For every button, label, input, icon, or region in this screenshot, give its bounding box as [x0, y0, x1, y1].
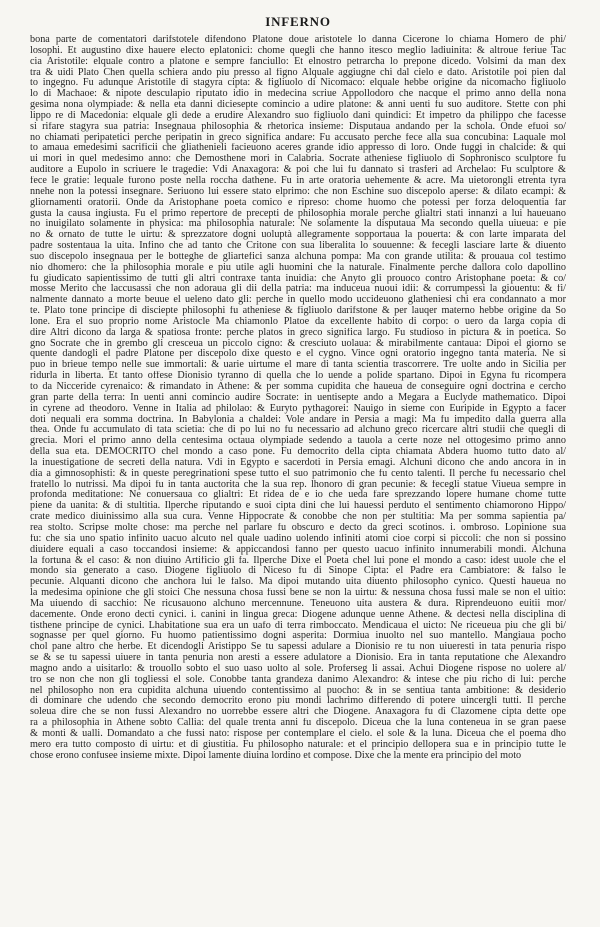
commentary-line: gno Socrate che in grembo gli cresceua un piccolo cigno: & cresciuto uolaua: & mirabilmente cantaua: Dipoi el giorno se	[30, 338, 566, 349]
commentary-line: no & ornato de tutte le uirtu: & sprezzatore dogni uoluptà allegramente sopportaua la pouerta: & con larte imparata del	[30, 230, 566, 241]
commentary-line: bona parte de comentatori darifstotele difendono Platone doue aristotele lo danna Cicerone lo chiama Homero de phi/	[30, 35, 566, 45]
commentary-line: tisthene principe de cynici. Lhabitatione sua era un uafo di terra rimboccato. Mendicaua el uicto: Ne riceueua piu che gli bi/	[30, 620, 566, 631]
commentary-line: thea. Onde fu accumulato di tata scietia: che di po lui no fu necessario ad alchuno greco ricercare altri studii che quegli di	[30, 425, 566, 436]
commentary-line: gran parte della terra: In uenti anni comincio audire Socrate: in uentisepte ando a Megara a Euclyde mathematico. Dipoi	[30, 392, 566, 403]
commentary-line: mero era tutto composto di uirtu: et di giustitia. Fu philosopho naturale: et el principio dellopera sua e in principio tutte le	[30, 739, 566, 750]
commentary-line: rea stolto. Scripse molte chose: ma perche nel parlare fu obscuro e decto da greci scotinos. i. ombroso. Lopinione sua	[30, 522, 566, 533]
commentary-line: lo di Machaoe: & nipote desculapio riputato idio in medecina scriue Appollodoro che nacque el primo anno della nona	[30, 89, 566, 100]
commentary-line: lippo re di Macedonia: elquale gli dede a erudire Alexandro suo figliuolo dani quindici: Et impetro da philippo che facesse	[30, 110, 566, 121]
commentary-line: crate medico diuinissimo alla sua cura. Venne Hippocrate & conobbe che non per stultitia: Ma per somma sapientia pa/	[30, 512, 566, 523]
commentary-line: la inuestigatione de secreti della natura. Vdi in Egypto e sacerdoti in Persia emagi. Alchuni dicono che ando ancora in in	[30, 457, 566, 468]
commentary-line: fu giudicato sapientissimo de tutti gli altri contraxe tanta inuidia: che Anyto gli prouoco contro Aristophane poeta: & co/	[30, 273, 566, 284]
commentary-line: fratello lo nutrissi. Ma dipoi fu in tanta auctorita che la sua rep. lhonoro di gran pecunie: & fecegli statue Viueua sempre in	[30, 479, 566, 490]
commentary-line: dia a gimnosophisti: & in queste peregrinationi spese tutto el suo patrimonio che fu cento talenti. Il perche fu necessario chel	[30, 468, 566, 479]
commentary-line: Ma uiuendo di sacchio: Ne ricusauono alchuno mercennune. Teneuono uita austera & dura. Riprendeuono euitii mor/	[30, 598, 566, 609]
commentary-line: se & se tu sapessi uiuere in tanta penuria non aresti a essere adulatore a Dionisio. Era in tanta reputatione che Alexandro	[30, 653, 566, 664]
commentary-line: doti nequali era somma doctrina. In Babylonia a chaldei: Vole andare in Persia a magi: Ma fu impedito dalla guerra alla	[30, 414, 566, 425]
commentary-line: sognasse per quel giorno. Fu huomo patientissimo dogni asperita: Dormiua inuolto nel suo mantello. Mangiaua pocho	[30, 631, 566, 642]
commentary-text-block	[30, 35, 566, 762]
commentary-line: to amaua emedesimi sacrificii che gliathenieli facieuono aceres grande idio appresso di loro. Onde fuggi in chalcide: & qui	[30, 143, 566, 154]
commentary-line: profonda meditatione: Ne conuersaua co glialtri: Et ridea de e io che ueda fare sprezzando lopere humane chome tutte	[30, 490, 566, 501]
commentary-line: to ingegno. Fu adunque Aristotile di stagyra cipta: & figliuolo di Nicomaco: elquale hebbe origine da nicomacho figliuolo	[30, 78, 566, 89]
commentary-line: gesima nona olympiade: & nella eta danni diciesepte comincio a udire platone: & anni uenti fu suo auditore. Stette con phi	[30, 100, 566, 111]
commentary-line: la medesima opinione che gli stoici Che nessuna chosa fussi bene se non la uirtu: & nessuna chosa fussi male se non el uitio:	[30, 588, 566, 599]
commentary-line: soleua dire che se non fussi Alexandro no uorrebbe essere altri che Diogene. Anaxagora fu di Clazomene cipta dette ope	[30, 707, 566, 718]
commentary-line: mondo sia generato a caso. Diogene figliuolo di Niceso fu di Sinope Cipta: el Padre era Cambiatore: & falso le	[30, 566, 566, 577]
commentary-line: dacemente. Onde erono decti cynici. i. canini in lingua greca: Diogene adunque uenne Athene. & dectesi nella disciplina di	[30, 609, 566, 620]
commentary-line: ui mori in quel medesimo anno: che Demosthene mori in Calabria. Socrate atheniese figliuolo di Sophronisco sculptore fu	[30, 154, 566, 165]
commentary-line: di dominare che udendo che secondo democrito erono piu mondi lachrimo differendo di potere uincergli tutti. Il perche	[30, 696, 566, 707]
commentary-line: la fortuna & el caso: & non diuino Artificio gli fa. Ilperche Dixe el Poeta chel lui pone el mondo a caso: idest uuole che el	[30, 555, 566, 566]
commentary-line: nnehe non la potessi insegnare. Seriuono lui essere stato elprimo: che non Eschine suo discepolo aperse: & dilato ecampi: &	[30, 186, 566, 197]
commentary-line: auditore a Eupolo in scriuere le tragedie: Vdi Anaxagora: & poi che lui fu dannato si trasferi ad Archelao: Fu sculptore &	[30, 165, 566, 176]
commentary-line: nio dhomero: che la philosophia morale e piu utile agli huomini che la naturale. Finalmente perche dallora colo dapollino	[30, 262, 566, 273]
commentary-line: padre sostentaua la uita. Infino che ad tanto che Critone con sua liberalita lo souuenne: & fecegli lasciare larte & diuento	[30, 241, 566, 252]
commentary-line: pecunie. Alquanti dicono che anchora lui le falso. Ma dipoi mutando uita diuento philosopho cynico. Questi haueua no	[30, 577, 566, 588]
commentary-line: no inuigilato solamente in physica: ma philosophia naturale: Ne solamente la disputaua Ma secondo quella uiueua: e pie	[30, 219, 566, 230]
commentary-line: ra a philosophia in Athene sobto Callia: del quale trenta anni fu discepolo. Diceua che la luna conteneua in se gran paese	[30, 718, 566, 729]
commentary-line: tro se non che non gli togliessi el sole. Conobbe tanta grandeza danimo Alexandro: & intese che piu richo di lui: perche	[30, 674, 566, 685]
commentary-line: cia Aristotile: elquale contro a platone e sempre fanciullo: Et elnostro petrarcha lo prepone dicedo. Volsimi da man dex	[30, 56, 566, 67]
commentary-line: chol pane altro che herbe. Et dicendogli Aristippo Se tu sapessi adulare a Dionisio re tu non uiueresti in tata penuria rispo	[30, 642, 566, 653]
commentary-line: ridurla in liberta. Et tanto offese Dionisio tyranno di quella che lo uende a polide spartano. Dipoi in Egyna fu ricompera	[30, 371, 566, 382]
commentary-line: fu: che sia uno spatio infinito uacuo alcuto nel quale uadino uolendo infiniti atomi cioe corpi si piccoli: che non si possino	[30, 533, 566, 544]
commentary-line: suo discepolo insegnaua per le botteghe de gliartefici sanza alchuna pompa: Ma con grande utilita: & prouaua col testimo	[30, 251, 566, 262]
commentary-line: & monti & ualli. Domandato a che fussi nato: rispose per contemplare el cielo. el sole & la luna. Diceua che el poema dho	[30, 729, 566, 739]
commentary-line: dire Altri dicono da larga & spatiosa fronte: perche platos in greco significa largo. Fu studioso in pictura & in poetica. So	[30, 327, 566, 338]
commentary-line: mosse Merito che laccusassi che non adoraua gli dii della patria: ma induceua nuoui idii: & corrumpessi la giouentu: & fi/	[30, 284, 566, 295]
commentary-line: tra & uidi Plato Chen quella schiera ando piu presso al figno Alquale aggiugne chi dal cielo e dato. Aristotile poi pien dal	[30, 67, 566, 78]
commentary-line: si rifare stagyra sua patria: Insegnaua philosophia & rhetorica insieme: Disputaua andando per la schola. Onde efuoi so/	[30, 121, 566, 132]
commentary-line: te. Plato tone principe di disciepte philosophi fu atheniese & figliuolo darifstone & per lauqer materno hebbe origine da So	[30, 306, 566, 317]
commentary-line: gliornamenti oratorii. Onde da Aristophane poeta comico e ripreso: chome huomo che potessi per forza deloquentia far	[30, 197, 566, 208]
commentary-line: quente dandogli el padre Platone per discepolo dixe questo e el cygno. Vince ogni oratorio ingegno tanta materia. Ne si	[30, 349, 566, 360]
commentary-line: lone. Era el suo proprio nome Aristocle Ma chiamonlo Platoe da excellente habito di corpo: o uero da larga copia di	[30, 316, 566, 327]
running-title: INFERNO	[265, 14, 331, 29]
commentary-line: della sua eta. DEMOCRITO chel mondo a caso pone. Fu democrito della cipta chiamata Abdera huomo tutto dato al/	[30, 447, 566, 458]
commentary-line: nel philosopho non era cupidita alchuna uiuendo contentissimo al puocho: & in se sentiua tanta ambitione: & desiderio	[30, 685, 566, 696]
commentary-line: no chiamati peripatetici perche peripatin in greco significa andare: Fu accusato perche fece alla sua concubina: Laquale mol	[30, 132, 566, 143]
commentary-line: gusta la causa ingiusta. Fu el primo repertore de precepti de philosophia morale perche glialtri stati innanzi a lui haueuano	[30, 208, 566, 219]
commentary-line: chose erono confusee insieme mixte. Dipoi lamente diuina lordino et compose. Dixe che la mente era principio del moto	[30, 750, 522, 761]
commentary-line: magno ando a uisitarlo: & trouollo sobto el suo uaso uolto al sole. Proferseg li assai. Achui Diogene rispose no uolere al/	[30, 663, 566, 674]
commentary-line: fece le gratie: lequale furono poste nella roccha dathene. Fu in arte oratoria uehemente & acre. Ma uietorongli etrenta tyra	[30, 175, 566, 186]
commentary-line: piene da uanita: & di stultitia. Ilperche riputando e suoi cipta dini che lui hauessi perduto el sentimento chiamorono Hippo/	[30, 501, 566, 512]
commentary-line: diuidere equali a caso toccandosi insieme: & appiccandosi fanno per questo uacuo infinito innumerabili mondi. Alchuna	[30, 544, 566, 555]
commentary-line: puo in brieue tempo nelle sue immortali: & uarie uirtume el mare di tanta scientia trascorrere. Tre uolte ando in Sicilia per	[30, 360, 566, 371]
commentary-line: in cyrene ad theodoro. Venne in Italia ad philolao: & Euryto pythagorei: Nauigo in sieme con Euripide in Egypto a facer	[30, 403, 566, 414]
commentary-line: grecia. Mori el primo anno della centesima octaua olympiade sedendo a tauola a certe noze nel ottogesimo primo anno	[30, 436, 566, 447]
commentary-line: nalmente dannato a morte beuue el ueleno dato gli: perche in quello modo uccideuono glatheniesi chi era condannato a mor	[30, 295, 566, 306]
commentary-line: losophi. Et augustino dixe hauere electo eplatonici: chome quegli che hanno itesco meglio ladiuinita: & altroue feriue Tac	[30, 45, 566, 56]
commentary-line: to da Nicceride cyrenaico: & rimandato in Athene: & per somma cupidita che haueua de conseguire ogni doctrina e cercho	[30, 382, 566, 392]
